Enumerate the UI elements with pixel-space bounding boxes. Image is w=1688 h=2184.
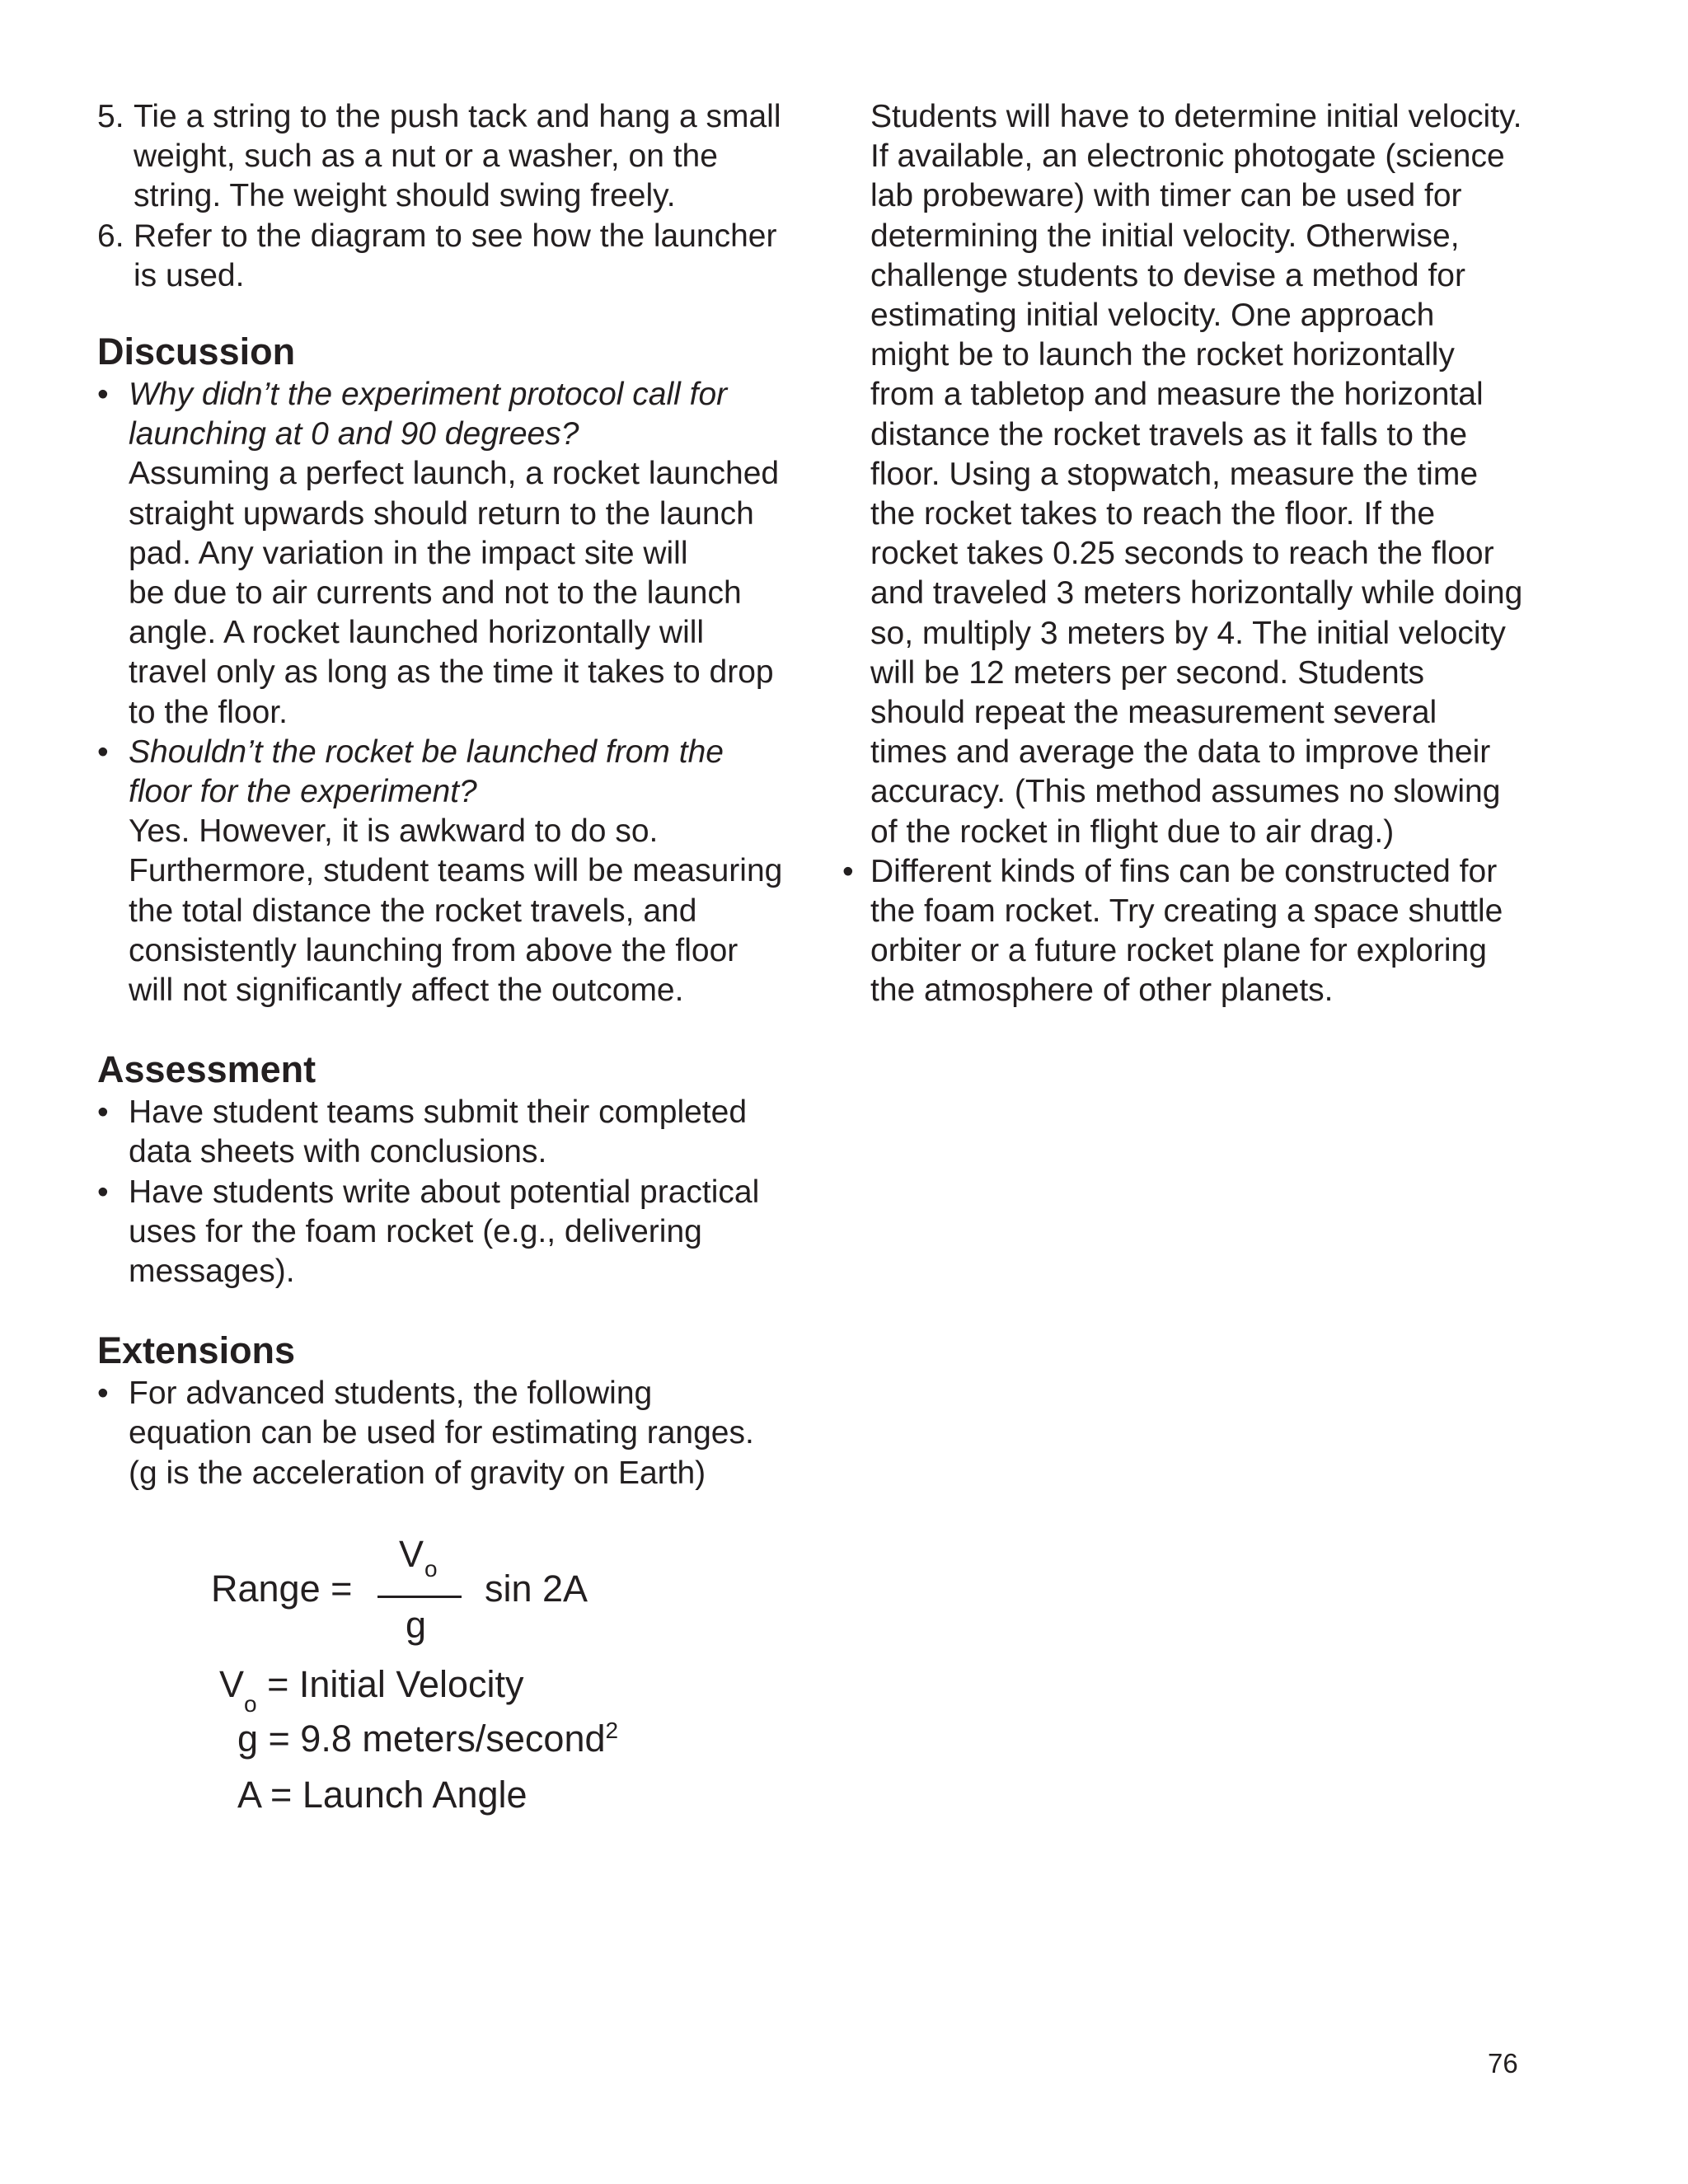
definition-text: g = 9.8 meters/second bbox=[237, 1718, 606, 1760]
definition-velocity bbox=[219, 1663, 524, 1717]
extensions-heading: Extensions bbox=[97, 1329, 296, 1372]
right-column bbox=[831, 97, 1573, 1011]
paragraph-line: lab probeware) with timer can be used for bbox=[870, 178, 1462, 214]
step-line: Tie a string to the push tack and hang a small bbox=[134, 99, 781, 134]
discussion-answer: consistently launching from above the floor bbox=[129, 932, 738, 968]
definition-angle bbox=[237, 1774, 528, 1816]
step-5 bbox=[97, 97, 823, 217]
discussion-question: launching at 0 and 90 degrees? bbox=[129, 416, 579, 452]
left-column bbox=[97, 97, 823, 1493]
discussion-answer: angle. A rocket launched horizontally will bbox=[129, 615, 705, 651]
formula-numerator-subscript: o bbox=[424, 1556, 438, 1582]
paragraph-line: might be to launch the rocket horizontally bbox=[870, 337, 1455, 373]
paragraph-line: should repeat the measurement several bbox=[870, 695, 1437, 731]
definition-var: V bbox=[219, 1663, 245, 1705]
bullet-icon: • bbox=[842, 853, 854, 889]
discussion-question: floor for the experiment? bbox=[129, 774, 477, 810]
step-line: weight, such as a nut or a washer, on the bbox=[134, 138, 718, 175]
discussion-answer: Assuming a perfect launch, a rocket launched bbox=[129, 456, 780, 492]
formula-denominator: g bbox=[406, 1604, 427, 1646]
discussion-item bbox=[97, 375, 823, 733]
bullet-icon: • bbox=[97, 1174, 109, 1210]
extensions-line: (g is the acceleration of gravity on Earth) bbox=[129, 1455, 706, 1491]
discussion-answer: Furthermore, student teams will be measuring bbox=[129, 853, 783, 889]
assessment-line: Have students write about potential practical bbox=[129, 1174, 760, 1210]
discussion-heading: Discussion bbox=[97, 330, 296, 373]
definition-text: A = Launch Angle bbox=[237, 1774, 528, 1816]
range-formula bbox=[97, 1533, 674, 1830]
paragraph-line: will be 12 meters per second. Students bbox=[870, 654, 1425, 691]
paragraph-line: orbiter or a future rocket plane for exploring bbox=[870, 933, 1487, 969]
bullet-icon: • bbox=[97, 1094, 109, 1131]
discussion-answer: Yes. However, it is awkward to do so. bbox=[129, 813, 659, 850]
paragraph-line: the atmosphere of other planets. bbox=[870, 972, 1334, 1009]
paragraph-line: distance the rocket travels as it falls to the bbox=[870, 416, 1468, 452]
formula-numerator: V bbox=[399, 1533, 424, 1575]
extensions-item bbox=[97, 1374, 823, 1493]
paragraph-line: the foam rocket. Try creating a space shuttle bbox=[870, 893, 1503, 930]
step-number: 6. bbox=[97, 218, 124, 254]
discussion-answer: pad. Any variation in the impact site will bbox=[129, 535, 688, 571]
step-number: 5. bbox=[97, 99, 124, 134]
discussion-answer: be due to air currents and not to the launch bbox=[129, 575, 742, 612]
discussion-question: Why didn’t the experiment protocol call for bbox=[129, 377, 728, 413]
continuation-paragraph bbox=[831, 97, 1573, 852]
bullet-icon: • bbox=[97, 377, 109, 413]
step-6 bbox=[97, 217, 823, 296]
definition-text: = Initial Velocity bbox=[256, 1663, 524, 1705]
discussion-answer: the total distance the rocket travels, and bbox=[129, 893, 697, 929]
discussion-answer: travel only as long as the time it takes to drop bbox=[129, 654, 774, 691]
fraction-bar bbox=[377, 1596, 462, 1598]
assessment-line: Have student teams submit their completed bbox=[129, 1094, 748, 1131]
extensions-line: equation can be used for estimating ranges. bbox=[129, 1415, 754, 1451]
paragraph-line: of the rocket in flight due to air drag.) bbox=[870, 813, 1395, 850]
paragraph-line: Students will have to determine initial velocity. bbox=[870, 99, 1522, 134]
step-line: is used. bbox=[134, 257, 245, 293]
extensions-line: For advanced students, the following bbox=[129, 1376, 653, 1412]
paragraph-line: floor. Using a stopwatch, measure the time bbox=[870, 456, 1479, 492]
paragraph-line: If available, an electronic photogate (science bbox=[870, 138, 1505, 175]
bullet-icon: • bbox=[97, 1376, 109, 1412]
assessment-line: messages). bbox=[129, 1254, 295, 1290]
bullet-icon: • bbox=[97, 733, 109, 770]
discussion-question: Shouldn’t the rocket be launched from the bbox=[129, 733, 724, 770]
definition-superscript: 2 bbox=[605, 1718, 619, 1743]
paragraph-line: times and average the data to improve their bbox=[870, 734, 1491, 771]
definition-subscript: o bbox=[244, 1691, 257, 1717]
step-line: string. The weight should swing freely. bbox=[134, 178, 676, 214]
paragraph-line: estimating initial velocity. One approach bbox=[870, 298, 1435, 334]
assessment-line: uses for the foam rocket (e.g., delivering bbox=[129, 1213, 702, 1249]
discussion-answer: will not significantly affect the outcome. bbox=[129, 972, 684, 1009]
paragraph-line: rocket takes 0.25 seconds to reach the floor bbox=[870, 536, 1494, 572]
paragraph-line: Different kinds of fins can be constructed for bbox=[870, 853, 1498, 889]
discussion-answer: to the floor. bbox=[129, 694, 288, 730]
paragraph-line: determining the initial velocity. Otherwise, bbox=[870, 218, 1460, 254]
paragraph-line: and traveled 3 meters horizontally while doing bbox=[870, 575, 1523, 612]
discussion-answer: straight upwards should return to the launch bbox=[129, 495, 754, 532]
assessment-item bbox=[97, 1093, 823, 1172]
paragraph-line: so, multiply 3 meters by 4. The initial velocity bbox=[870, 615, 1506, 651]
assessment-item bbox=[97, 1173, 823, 1292]
formula-trailing: sin 2A bbox=[485, 1568, 588, 1610]
extensions-fins-item bbox=[831, 852, 1573, 1011]
definition-gravity bbox=[237, 1718, 618, 1760]
step-line: Refer to the diagram to see how the launcher bbox=[134, 218, 777, 254]
paragraph-line: challenge students to devise a method for bbox=[870, 257, 1465, 293]
paragraph-line: accuracy. (This method assumes no slowing bbox=[870, 774, 1501, 810]
discussion-item bbox=[97, 733, 823, 1010]
paragraph-line: the rocket takes to reach the floor. If the bbox=[870, 496, 1436, 532]
formula-range-label: Range = bbox=[211, 1568, 353, 1610]
assessment-line: data sheets with conclusions. bbox=[129, 1134, 547, 1170]
paragraph-line: from a tabletop and measure the horizontal bbox=[870, 377, 1484, 413]
page-number: 76 bbox=[1488, 2048, 1518, 2079]
assessment-heading: Assessment bbox=[97, 1048, 316, 1091]
